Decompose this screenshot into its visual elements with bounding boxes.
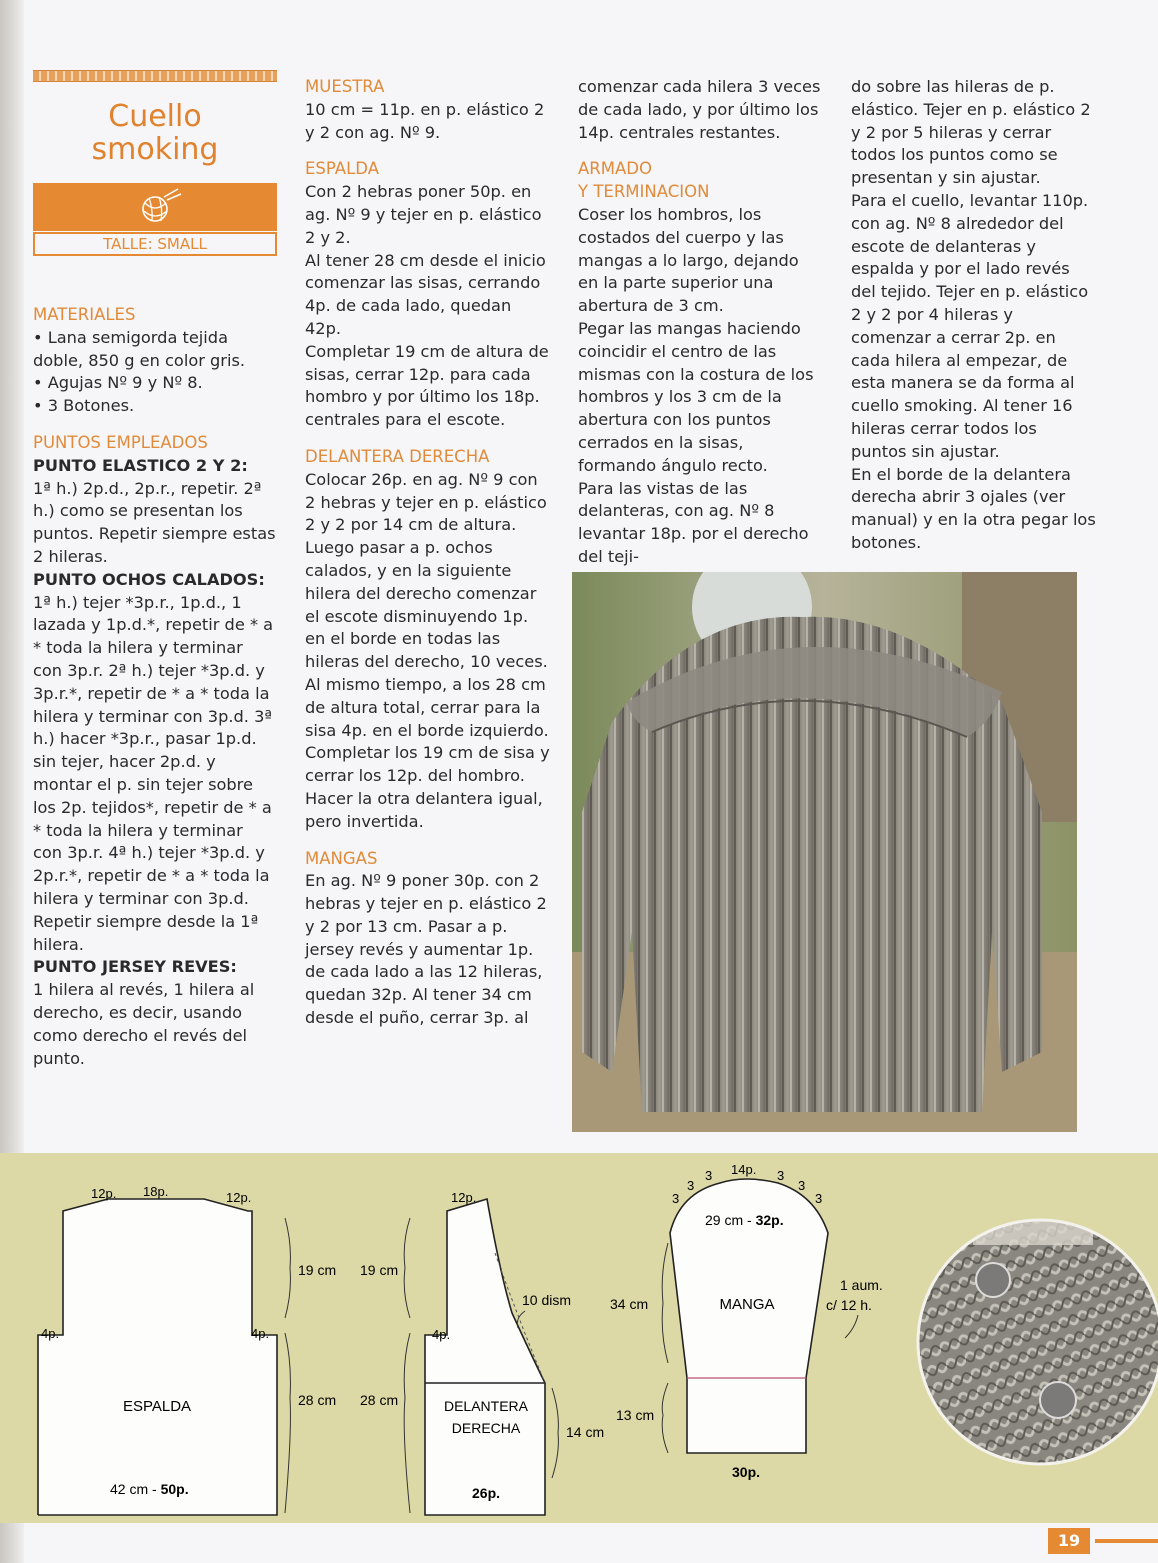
armado-p2: Pegar las mangas haciendo coincidir el centro de las mismas con la costura de los hombros y los 3 cm de la abertura con los puntos cerrados en la sisas, formando ángulo recto. <box>578 318 814 475</box>
espalda-bottom-cm: 42 cm - 50p. <box>110 1481 189 1497</box>
espalda-height-lower: 28 cm <box>298 1392 337 1408</box>
espalda-p3: Completar 19 cm de altura de sisas, cerrar 12p. para cada hombro y por último los 18p. centrales para el escote. <box>305 341 549 430</box>
muestra-text: 10 cm = 11p. en p. elástico 2 y 2 con ag. Nº 9. <box>305 99 545 142</box>
manga-width: 29 cm - 32p. <box>705 1212 784 1228</box>
manga-aum-1: 1 aum. <box>840 1277 883 1293</box>
espalda-p1: Con 2 hebras poner 50p. en ag. Nº 9 y tejer en p. elástico 2 y 2. <box>305 182 542 247</box>
espalda-top-left: 12p. <box>91 1186 117 1201</box>
manga-height-lower: 13 cm <box>616 1407 655 1423</box>
page-title <box>33 100 277 166</box>
jersey-heading: PUNTO JERSEY REVES: <box>33 957 237 977</box>
delantera-schematic <box>360 1190 604 1515</box>
size-label: TALLE: SMALL <box>33 232 277 256</box>
manga-dec-2: 3 <box>687 1178 695 1193</box>
manga-schematic <box>610 1162 883 1480</box>
delantera-height-lower: 28 cm <box>360 1392 399 1408</box>
delantera-side: 4p. <box>432 1327 451 1342</box>
manga-dec-1: 3 <box>672 1191 680 1206</box>
mangas-heading: MANGAS <box>305 848 378 868</box>
puntos-heading: PUNTOS EMPLEADOS <box>33 432 208 452</box>
delantera-heading: DELANTERA DERECHA <box>305 446 490 466</box>
delantera-p1: Colocar 26p. en ag. Nº 9 con 2 hebras y tejer en p. elástico 2 y 2 por 14 cm de altura. Luego pasar a p. ochos calados, y en la siguiente hilera del derecho comenzar el escote disminuyendo 1p. en el borde en todas las hileras del derecho, 10 veces. <box>305 469 548 672</box>
manga-dec-5: 3 <box>798 1178 806 1193</box>
materiales-heading: MATERIALES <box>33 305 136 324</box>
col4-p2: Para el cuello, levantar 110p. con ag. Nº 8 alrededor del escote de delanteras y espalda y por el lado revés del tejido. Tejer en p. elástico 2 y 2 por 4 hileras y comenzar a cerrar 2p. en cada hilera al empezar, de esta manera se da forma al cuello smoking. Al tener 16 hileras cerrar todos los puntos sin ajustar. <box>851 190 1089 461</box>
column-collar <box>851 76 1097 555</box>
sweater-back-photo <box>572 572 1077 1132</box>
materiales-item-2: • Agujas Nº 9 y Nº 8. <box>33 373 203 393</box>
manga-dec-6: 3 <box>815 1191 823 1206</box>
espalda-top-center: 18p. <box>143 1184 169 1199</box>
delantera-label-2: DERECHA <box>451 1420 521 1436</box>
manga-dec-3: 3 <box>705 1168 713 1183</box>
manga-top-center: 14p. <box>731 1162 757 1177</box>
col4-p1: do sobre las hileras de p. elástico. Tejer en p. elástico 2 y 2 por 5 hileras y cerrar todos los puntos como se presentan y sin ajustar. <box>851 77 1091 188</box>
mangas-text: En ag. Nº 9 poner 30p. con 2 hebras y tejer en p. elástico 2 y 2 por 13 cm. Pasar a p. jersey revés y aumentar 1p. de cada lado a las 12 hileras, quedan 32p. Al tener 34 cm desde el puño, cerrar 3p. al <box>305 871 547 1028</box>
armado-p1: Coser los hombros, los costados del cuerpo y las mangas a lo largo, dejando en la parte superior una abertura de 3 cm. <box>578 204 799 316</box>
column-assembly <box>578 76 824 569</box>
column-materials <box>33 304 277 1070</box>
espalda-top-right: 12p. <box>226 1190 252 1205</box>
delantera-p2: Al mismo tiempo, a los 28 cm de altura total, cerrar para la sisa 4p. en el borde izquierdo. Completar los 19 cm de sisa y cerrar los 12p. del hombro. <box>305 674 550 786</box>
col3-intro: comenzar cada hilera 3 veces de cada lado, y por último los 14p. centrales restantes. <box>578 77 821 142</box>
delantera-band-height: 14 cm <box>566 1424 605 1440</box>
column-back-front <box>305 76 551 1030</box>
espalda-side-left: 4p. <box>41 1326 60 1341</box>
delantera-top: 12p. <box>451 1190 477 1205</box>
title-line-2: smoking <box>91 132 219 167</box>
materiales-item-3: • 3 Botones. <box>33 396 135 416</box>
espalda-heading: ESPALDA <box>305 159 379 179</box>
jersey-text: 1 hilera al revés, 1 hilera al derecho, es decir, usando como derecho el revés del punto. <box>33 980 255 1068</box>
button-icon <box>976 1263 1010 1297</box>
page-number-rule <box>1095 1539 1158 1543</box>
espalda-height-upper: 19 cm <box>298 1262 337 1278</box>
manga-label: MANGA <box>719 1296 775 1313</box>
button-detail-photo <box>913 1215 1158 1470</box>
page-number: 19 <box>1048 1528 1090 1554</box>
delantera-height-upper: 19 cm <box>360 1262 399 1278</box>
yarn-ball-icon <box>33 183 277 231</box>
col4-p3: En el borde de la delantera derecha abrir 3 ojales (ver manual) y en la otra pegar los botones. <box>851 464 1096 552</box>
manga-bottom: 30p. <box>732 1464 761 1480</box>
delantera-label-1: DELANTERA <box>443 1398 529 1414</box>
espalda-side-right: 4p. <box>251 1326 270 1341</box>
manga-aum-2: c/ 12 h. <box>826 1297 872 1313</box>
materiales-item-1: • Lana semigorda tejida doble, 850 g en color gris. <box>33 327 246 370</box>
yarn-banner <box>33 183 277 231</box>
ochos-text: 1ª h.) tejer *3p.r., 1p.d., 1 lazada y 1p.d.*, repetir de * a * toda la hilera y terminar con 3p.r. 2ª h.) tejer *3p.d. y 3p.r.*, repetir de * a * toda la hilera y terminar con 3p.d. 3ª h.) hacer *3p.r., pasar 1p.d. sin tejer, hacer 2p.d. y montar el p. sin tejer sobre los 2p. tejidos*, repetir de * a * toda la hilera y terminar con 3p.r. 4ª h.) tejer *3p.d. y 2p.r.*, repetir de * a * toda la hilera y terminar con 3p.d. Repetir siempre desde la 1ª hilera. <box>33 592 274 954</box>
title-line-1: Cuello <box>108 99 202 134</box>
espalda-p2: Al tener 28 cm desde el inicio comenzar las sisas, cerrando 4p. de cada lado, quedan 42p. <box>305 250 546 338</box>
delantera-p3: Hacer la otra delantera igual, pero invertida. <box>305 788 543 831</box>
ochos-heading: PUNTO OCHOS CALADOS: <box>33 569 265 589</box>
espalda-schematic <box>38 1184 336 1515</box>
title-rule <box>33 70 277 82</box>
elastico-heading: PUNTO ELASTICO 2 Y 2: <box>33 455 248 475</box>
muestra-heading: MUESTRA <box>305 77 385 96</box>
button-icon <box>1040 1382 1076 1418</box>
manga-height-upper: 34 cm <box>610 1296 649 1312</box>
armado-heading-2: Y TERMINACION <box>578 182 710 202</box>
armado-heading-1: ARMADO <box>578 159 652 179</box>
delantera-dism: 10 dism <box>522 1292 572 1308</box>
elastico-text: 1ª h.) 2p.d., 2p.r., repetir. 2ª h.) como se presentan los puntos. Repetir siempre estas 2 hileras. <box>33 478 276 566</box>
delantera-bottom: 26p. <box>472 1485 501 1501</box>
espalda-label: ESPALDA <box>122 1398 192 1415</box>
armado-p3: Para las vistas de las delanteras, con ag. Nº 8 levantar 18p. por el derecho del teji- <box>578 478 809 566</box>
manga-dec-4: 3 <box>777 1168 785 1183</box>
